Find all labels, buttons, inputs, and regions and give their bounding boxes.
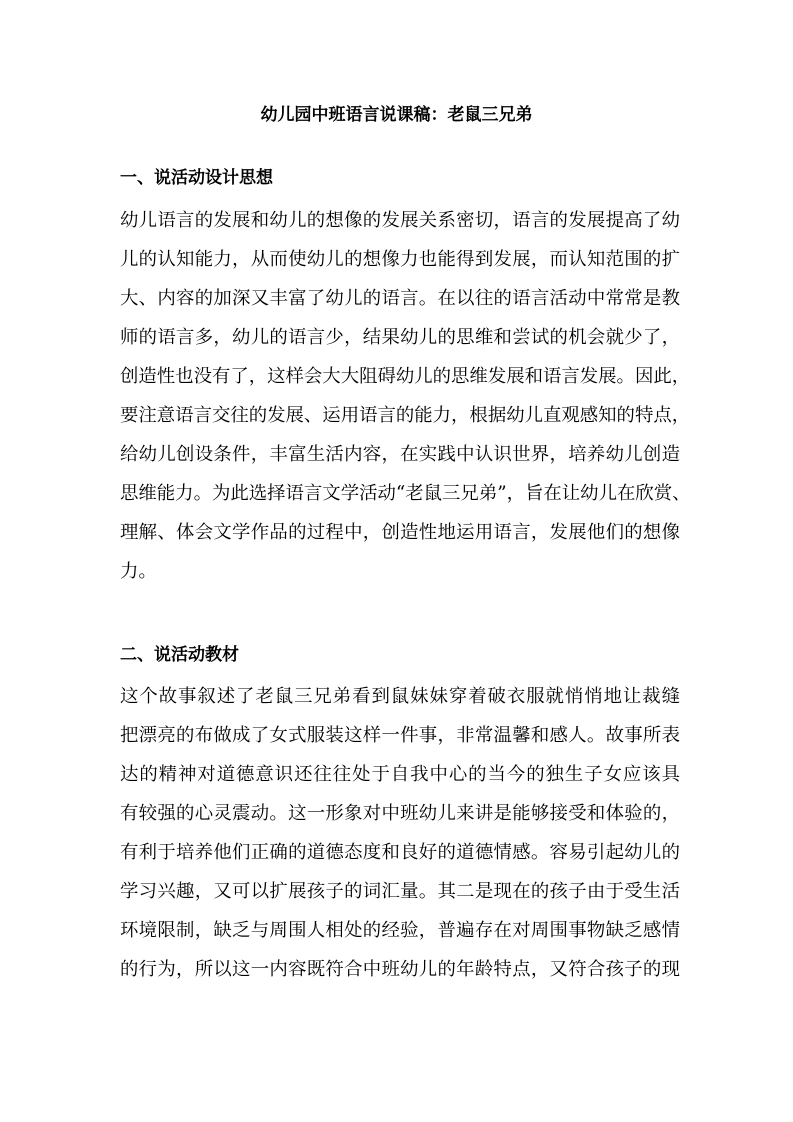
body-line: 思维能力。为此选择语言文学活动“老鼠三兄弟”，旨在让幼儿在欣赏、 — [120, 483, 691, 504]
body-line: 学习兴趣，又可以扩展孩子的词汇量。其二是现在的孩子由于受生活 — [120, 881, 680, 902]
body-line: 达的精神对道德意识还往往处于自我中心的当今的独生子女应该具 — [120, 764, 680, 785]
body-line: 把漂亮的布做成了女式服装这样一件事，非常温馨和感人。故事所表 — [120, 725, 680, 746]
body-line: 创造性也没有了，这样会大大阻碍幼儿的思维发展和语言发展。因此， — [120, 366, 691, 387]
body-line: 环境限制，缺乏与周围人相处的经验，普遍存在对周围事物缺乏感情 — [120, 920, 680, 941]
section-heading-design-idea: 一、说活动设计思想 — [120, 168, 273, 188]
body-line: 大、内容的加深又丰富了幼儿的语言。在以往的语言活动中常常是教 — [120, 288, 680, 309]
body-line: 儿的认知能力，从而使幼儿的想像力也能得到发展，而认知范围的扩 — [120, 249, 680, 270]
body-line: 有较强的心灵震动。这一形象对中班幼儿来讲是能够接受和体验的， — [120, 803, 680, 824]
body-line: 理解、体会文学作品的过程中，创造性地运用语言，发展他们的想像 — [120, 522, 680, 543]
section-heading-teaching-material: 二、说活动教材 — [120, 645, 239, 665]
body-line: 要注意语言交往的发展、运用语言的能力，根据幼儿直观感知的特点， — [120, 405, 691, 426]
body-line: 幼儿语言的发展和幼儿的想像的发展关系密切，语言的发展提高了幼 — [120, 210, 680, 231]
body-line: 力。 — [120, 561, 157, 582]
document-title: 幼儿园中班语言说课稿：老鼠三兄弟 — [260, 105, 533, 125]
body-line: 有利于培养他们正确的道德态度和良好的道德情感。容易引起幼儿的 — [120, 842, 680, 863]
body-line: 师的语言多，幼儿的语言少，结果幼儿的思维和尝试的机会就少了， — [120, 327, 680, 348]
body-line: 给幼儿创设条件，丰富生活内容，在实践中认识世界，培养幼儿创造 — [120, 444, 680, 465]
section-body-teaching-material — [120, 677, 680, 989]
section-body-design-idea — [120, 201, 691, 591]
body-line: 的行为，所以这一内容既符合中班幼儿的年龄特点，又符合孩子的现 — [120, 959, 680, 980]
body-line: 这个故事叙述了老鼠三兄弟看到鼠妹妹穿着破衣服就悄悄地让裁缝 — [120, 686, 680, 707]
